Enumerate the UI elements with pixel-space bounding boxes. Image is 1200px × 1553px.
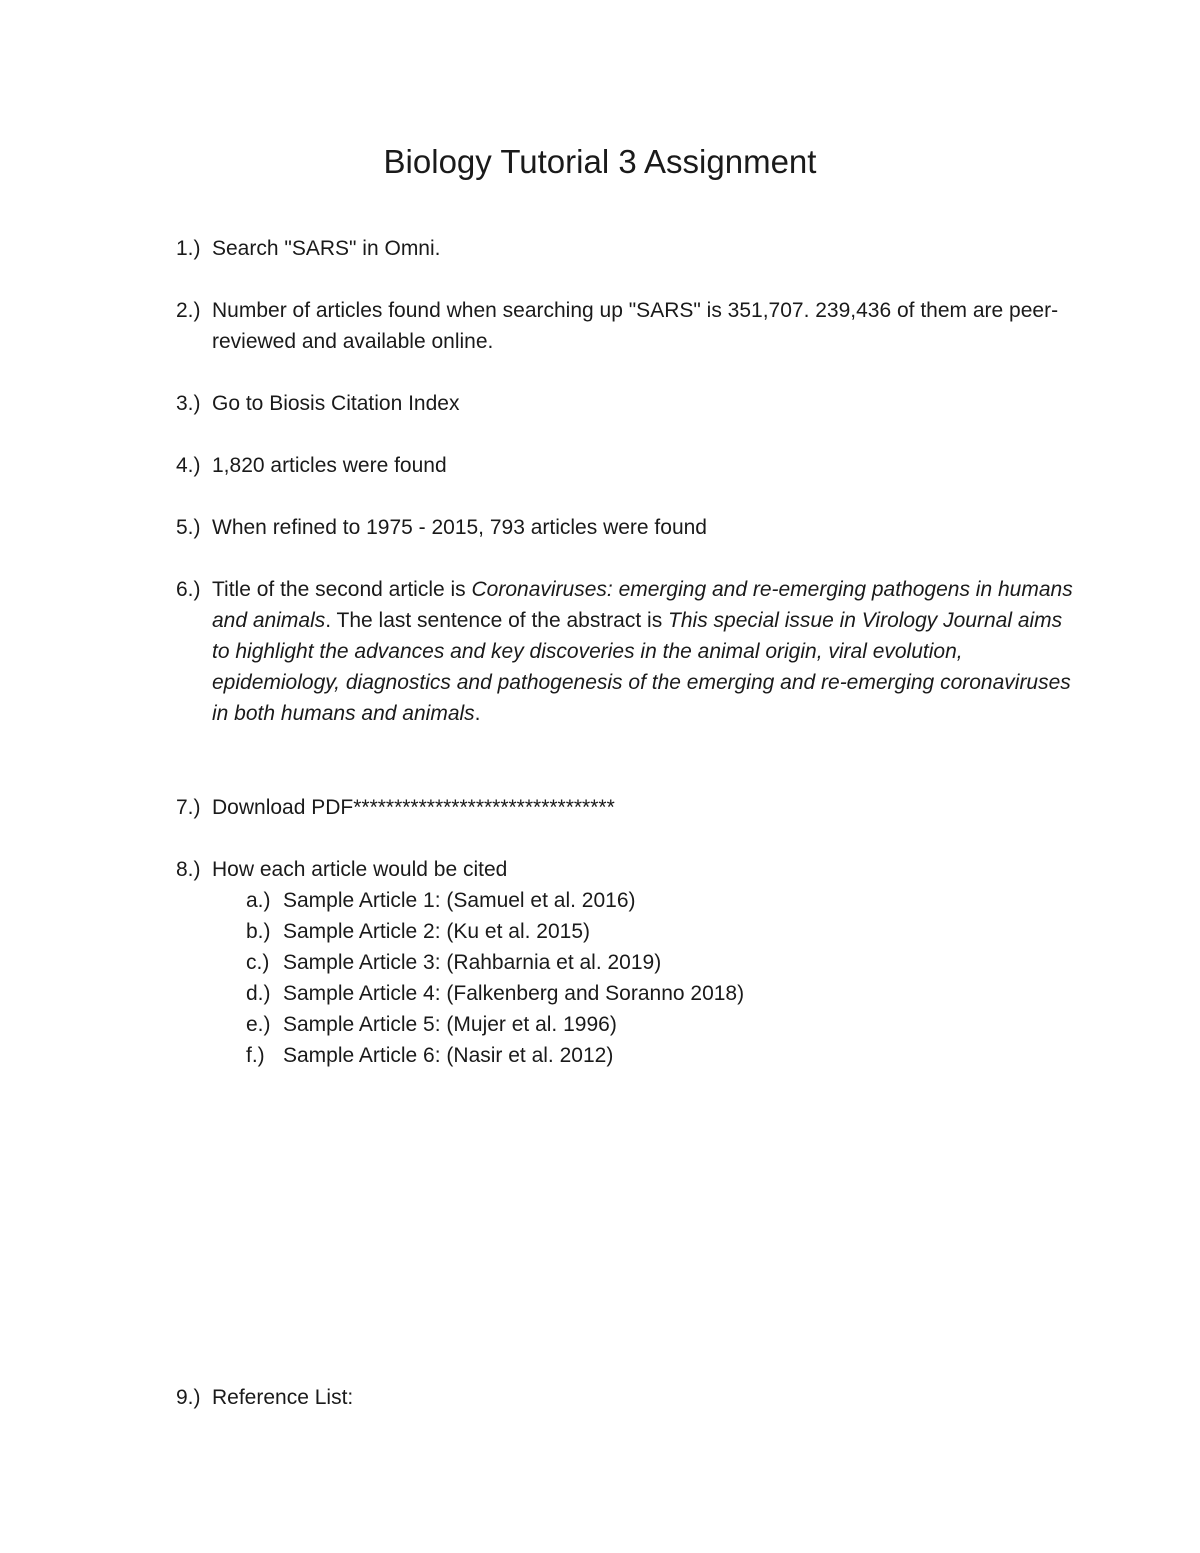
item-number: 9.) <box>176 1386 201 1409</box>
citation-letter: b.) <box>246 920 271 943</box>
citation-text: Sample Article 6: (Nasir et al. 2012) <box>283 1044 614 1067</box>
abstract-sentence: This special issue in Virology Journal aims to highlight the advances and key discoveries in the animal origin, viral evolution, epidemiology, diagnostics and pathogenesis of the emerging and re-emerging coronaviruses in both humans and animals <box>212 609 1071 725</box>
citation-letter: d.) <box>246 982 271 1005</box>
item-text: Download PDF******************************** <box>212 796 615 819</box>
list-item-3 <box>176 388 1076 419</box>
item-text: Reference List: <box>212 1386 354 1409</box>
item-number: 4.) <box>176 454 201 477</box>
citation-item-f <box>246 1040 613 1071</box>
article-title: Coronaviruses: emerging and re-emerging pathogens in humans and animals <box>212 578 1073 632</box>
list-item-7 <box>176 792 1076 823</box>
item-text: Go to Biosis Citation Index <box>212 392 460 415</box>
citation-text: Sample Article 5: (Mujer et al. 1996) <box>283 1013 617 1036</box>
item-text: Search "SARS" in Omni. <box>212 237 441 260</box>
list-item-9 <box>176 1382 1076 1413</box>
item-text <box>212 574 1076 729</box>
item-number: 1.) <box>176 237 201 260</box>
item-number: 5.) <box>176 516 201 539</box>
list-item-8 <box>176 854 1076 885</box>
item-number: 3.) <box>176 392 201 415</box>
item-mid-text: . The last sentence of the abstract is <box>325 609 669 632</box>
citation-text: Sample Article 3: (Rahbarnia et al. 2019) <box>283 951 662 974</box>
citation-item-a <box>246 885 636 916</box>
citation-item-b <box>246 916 590 947</box>
list-item-5 <box>176 512 1076 543</box>
item-text: Number of articles found when searching up "SARS" is 351,707. 239,436 of them are peer-reviewed and available online. <box>212 299 1059 353</box>
item-number: 2.) <box>176 299 201 322</box>
item-number: 7.) <box>176 796 201 819</box>
citation-letter: f.) <box>246 1044 265 1067</box>
citation-letter: a.) <box>246 889 271 912</box>
list-item-1 <box>176 233 1076 264</box>
item-number: 8.) <box>176 858 201 881</box>
item-text: 1,820 articles were found <box>212 454 447 477</box>
item-text: When refined to 1975 - 2015, 793 articles were found <box>212 516 707 539</box>
document-title: Biology Tutorial 3 Assignment <box>383 143 817 180</box>
citation-text: Sample Article 1: (Samuel et al. 2016) <box>283 889 636 912</box>
list-item-4 <box>176 450 1076 481</box>
list-item-2 <box>176 295 1076 357</box>
citation-item-c <box>246 947 661 978</box>
citation-letter: e.) <box>246 1013 271 1036</box>
citation-text: Sample Article 2: (Ku et al. 2015) <box>283 920 590 943</box>
citation-letter: c.) <box>246 951 270 974</box>
citation-item-d <box>246 978 744 1009</box>
item-text: How each article would be cited <box>212 858 508 881</box>
list-item-6 <box>176 574 1076 729</box>
citation-item-e <box>246 1009 617 1040</box>
item-number: 6.) <box>176 578 201 601</box>
citation-text: Sample Article 4: (Falkenberg and Soranno 2018) <box>283 982 745 1005</box>
item-lead-text: Title of the second article is <box>212 578 472 601</box>
item-end-text: . <box>474 702 481 725</box>
